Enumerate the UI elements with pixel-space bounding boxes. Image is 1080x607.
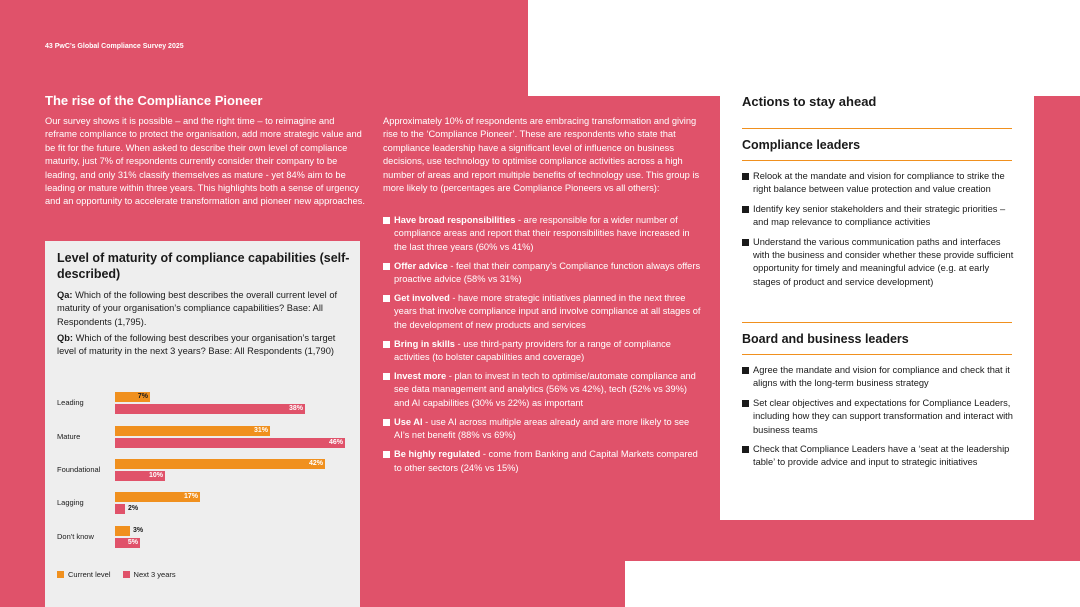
bar-next [115,404,305,414]
compliance-leaders-actions [742,170,1014,295]
bullet-square-icon [742,173,749,180]
divider [742,322,1012,323]
trait-description: - are responsible for a wider number of compliance areas and report that their responsibilities have increased in the last three years (60% vs 41%) [394,215,690,252]
bar-value-label: 5% [127,539,138,546]
action-item [742,203,1014,230]
action-text: Identify key senior stakeholders and their strategic priorities – and map relevance to compliance activities [753,203,1006,228]
action-text: Agree the mandate and vision for compliance and check that it aligns with the long-term business strategy [753,365,1010,389]
pioneer-trait-item [383,214,703,254]
bar-value-label: 2% [128,505,139,512]
category-label: Don't know [57,532,94,541]
question-a-label: Qa: [57,290,73,300]
action-text: Understand the various communication paths and interfaces with the business and consider whether these provide sufficient opportunity for timely and meaningful advice (e.g. at early stages of product and service development) [753,236,1014,287]
category-label: Mature [57,432,81,441]
bullet-square-icon [383,419,390,426]
trait-description: - plan to invest in tech to optimise/automate compliance and see data management and analytics (56% vs 42%), tech (52% vs 39%) and AI capabilities (30% vs 22%) as important [394,371,696,408]
action-item [742,364,1014,391]
trait-title: Be highly regulated [394,449,481,460]
page-label: 43 PwC’s Global Compliance Survey 2025 [45,43,184,50]
bullet-square-icon [742,400,749,407]
chart-legend [57,570,176,579]
bar-value-label: 38% [288,405,303,412]
trait-description: - have more strategic initiatives planned in the next three years that involve compliance input and involve compliance at all stages of the development of new products and services [394,293,701,330]
bullet-square-icon [742,206,749,213]
bullet-square-icon [383,295,390,302]
bar-value-label: 46% [328,439,343,446]
divider [742,354,1012,355]
bar-current [115,426,270,436]
trait-description: - feel that their company’s Compliance function always offers proactive advice (58% vs 31%) [394,260,701,285]
question-b-text: Which of the following best describes your organisation’s target level of maturity in the next 3 years? Base: All Respondents (1,790) [57,333,336,357]
bar-value-label: 31% [253,427,268,434]
action-text: Check that Compliance Leaders have a ‘seat at the leadership table’ to provide advice and input to strategic initiatives [753,444,1010,468]
trait-title: Offer advice [394,260,448,271]
trait-title: Bring in skills [394,338,455,349]
trait-title: Use AI [394,416,423,427]
actions-title: Actions to stay ahead [742,94,877,109]
bar-value-label: 17% [183,493,198,500]
bar-next [115,438,345,448]
pioneer-traits-list [383,214,703,480]
bullet-square-icon [742,239,749,246]
bullet-square-icon [383,217,390,224]
question-b [57,332,352,359]
chart-title: Level of maturity of compliance capabilities (self-described) [57,251,350,281]
bar-value-label: 3% [133,527,144,534]
bullet-square-icon [742,446,749,453]
category-label: Lagging [57,498,84,507]
legend-label-current: Current level [68,570,111,579]
trait-title: Have broad responsibilities [394,215,516,225]
trait-title: Get involved [394,293,450,304]
legend-swatch-next [123,571,130,578]
action-item [742,170,1014,197]
bullet-square-icon [383,341,390,348]
legend-label-next: Next 3 years [133,570,176,579]
pioneer-trait-item [383,370,703,410]
bar-value-label: 10% [148,472,163,479]
actions-panel [720,83,1034,520]
bullet-square-icon [383,373,390,380]
section-title-compliance-leaders: Compliance leaders [742,138,861,152]
action-text: Relook at the mandate and vision for compliance to strike the right balance between value protection and value creation [753,171,1005,195]
category-label: Foundational [57,465,101,474]
trait-title: Invest more [394,371,447,382]
question-a [57,289,352,329]
action-text: Set clear objectives and expectations for Compliance Leaders, including how they can support transformation and interact with business teams [753,397,1013,435]
legend-swatch-current [57,571,64,578]
bar-value-label: 42% [308,460,323,467]
bar-next [115,504,125,514]
bullet-square-icon [383,263,390,270]
bar-current [115,459,325,469]
divider [742,160,1012,161]
pioneer-trait-item [383,260,703,287]
trait-description: - use AI across multiple areas already and are more likely to see AI’s net benefit (88% vs 69%) [394,416,690,441]
action-item [742,443,1014,470]
pioneer-intro: Approximately 10% of respondents are embracing transformation and giving rise to the ‘Compliance Pioneer’. These are respondents who state that compliance leadership have a significant level of influence on business decisions, use technology to optimise compliance activities across a high number of areas and report multiple benefits of technology use. This group is more likely to (percentages are Compliance Pioneers vs all others): [383,116,700,194]
action-item [742,397,1014,437]
category-label: Leading [57,398,84,407]
divider [742,128,1012,129]
trait-description: - come from Banking and Capital Markets compared to other sectors (24% vs 15%) [394,449,698,473]
bullet-square-icon [742,367,749,374]
pioneer-trait-item [383,448,703,475]
pioneer-trait-item [383,338,703,365]
chart-card [45,241,360,607]
action-item [742,236,1014,290]
question-a-text: Which of the following best describes the overall current level of maturity of your organisation’s compliance capabilities? Base: All Respondents (1,795). [57,290,338,327]
bar-current [115,526,130,536]
bullet-square-icon [383,451,390,458]
question-b-label: Qb: [57,333,74,343]
section-heading: The rise of the Compliance Pioneer [45,93,263,108]
intro-paragraph: Our survey shows it is possible – and the right time – to reimagine and reframe compliance to protect the organisation, add more strategic value and be fit for the future. When asked to describe their own level of compliance maturity, just 7% of respondents currently consider their company to be leading, and only 31% classify themselves as mature - yet 84% aim to be leading or mature within three years. This highlights both a sense of urgency and an opportunity to accelerate transformation and pioneer new approaches. [45,116,365,207]
bar-value-label: 7% [137,393,148,400]
pioneer-trait-item [383,416,703,443]
trait-description: - use third-party providers for a range of compliance activities (to bolster capabilities and coverage) [394,338,671,363]
pioneer-trait-item [383,292,703,332]
section-title-board-leaders: Board and business leaders [742,332,909,346]
board-leaders-actions [742,364,1014,476]
